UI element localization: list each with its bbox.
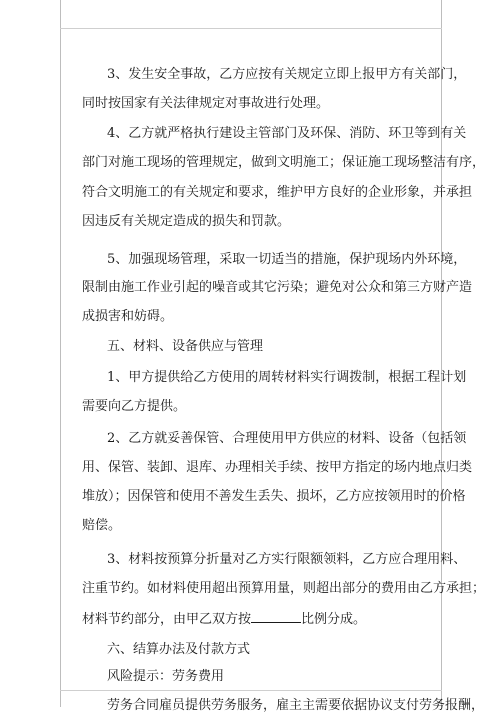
clause-5-line-3: 成损害和妨碍。 [82,309,174,324]
bottom-margin-line [60,690,442,691]
section-6-heading: 六、结算办法及付款方式 [107,642,251,657]
clause-3-line-2: 同时按国家有关法律规定对事故进行处理。 [82,96,330,111]
material-3-line-3 [82,610,366,628]
left-margin-line [60,0,61,707]
risk-notice-title: 风险提示：劳务费用 [107,669,225,684]
material-3-text-after-blank: 比例分成。 [301,612,367,627]
top-margin-line [60,28,442,29]
material-1-line-2: 需要向乙方提供。 [82,399,187,414]
material-3-line-1: 3、材料按预算分折量对乙方实行限额领料，乙方应合理用料、 [107,552,467,567]
material-3-line-2: 注重节约。如材料使用超出预算用量，则超出部分的费用由乙方承担； [82,581,486,596]
clause-4-line-3: 符合文明施工的有关规定和要求，维护甲方良好的企业形象，并承担 [82,185,473,200]
material-3-text-before-blank: 材料节约部分，由甲乙双方按 [82,612,252,627]
clause-5-line-2: 限制由施工作业引起的噪音或其它污染；避免对公众和第三方财产造 [82,280,473,295]
clause-3-line-1: 3、发生安全事故，乙方应按有关规定立即上报甲方有关部门， [107,67,467,82]
clause-4-line-2: 部门对施工现场的管理规定，做到文明施工；保证施工现场整洁有序， [82,155,486,170]
material-2-line-2: 用、保管、装卸、退库、办理相关手续、按甲方指定的场内地点归类 [82,460,473,475]
risk-notice-text: 劳务合同雇员提供劳务服务，雇主主需要依据协议支付劳务报酬， [107,698,485,713]
clause-4-line-4: 因违反有关规定造成的损失和罚款。 [82,214,291,229]
material-1-line-1: 1、甲方提供给乙方使用的周转材料实行调拨制，根据工程计划 [107,370,467,385]
right-margin-line [441,0,442,707]
material-2-line-1: 2、乙方就妥善保管、合理使用甲方供应的材料、设备（包括领 [107,431,467,446]
section-5-heading: 五、材料、设备供应与管理 [107,339,264,354]
material-2-line-3: 堆放）；因保管和使用不善发生丢失、损坏，乙方应按领用时的价格 [82,489,466,504]
clause-5-line-1: 5、加强现场管理，采取一切适当的措施，保护现场内外环境， [107,252,467,267]
material-2-line-4: 赔偿。 [82,518,122,533]
clause-4-line-1: 4、乙方就严格执行建设主管部门及环保、消防、环卫等到有关 [107,126,467,141]
ratio-blank [251,610,301,623]
